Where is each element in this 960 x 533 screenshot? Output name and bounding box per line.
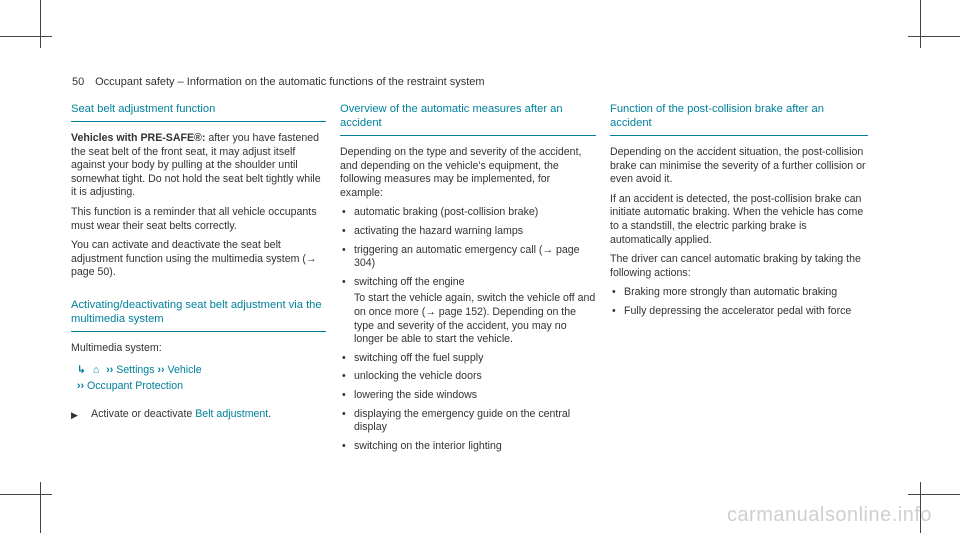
engine-note: To start the vehicle again, switch the vehicle off and on once more (→ page 152). Depending on the type and severity of the accident, you may no longer be able to start the vehicle. xyxy=(354,292,596,346)
crop-mark xyxy=(920,0,921,48)
list-item: • switching on the interior lighting xyxy=(340,440,596,454)
lead-label: Vehicles with PRE‑SAFE®: xyxy=(71,132,206,144)
list-item: • triggering an automatic emergency call (→ page 304) xyxy=(340,244,596,271)
watermark: carmanualsonline.info xyxy=(726,504,932,526)
list-item: • displaying the emergency guide on the central display xyxy=(340,408,596,435)
crop-mark xyxy=(40,0,41,48)
list-item: • unlocking the vehicle doors xyxy=(340,370,596,384)
path-vehicle: Vehicle xyxy=(167,363,202,376)
paragraph: Depending on the accident situation, the post-collision brake can minimise the severity of a further collision or even avoid it. xyxy=(610,146,866,186)
system-label: Multimedia system: xyxy=(71,341,162,354)
paragraph: The driver can cancel automatic braking by taking the following actions: xyxy=(610,253,861,279)
page-header xyxy=(72,76,485,88)
section-heading: Seat belt adjustment function xyxy=(71,102,326,122)
list-item-text: switching off the engine xyxy=(354,275,465,288)
action-marker-icon: ▶ xyxy=(71,409,78,420)
section-heading: Activating/deactivating seat belt adjustment via the multimedia system xyxy=(71,298,326,332)
path-occupant-protection: Occupant Protection xyxy=(87,379,184,392)
list-item: • Braking more strongly than automatic braking xyxy=(610,286,868,300)
home-icon: ⌂ xyxy=(92,363,100,376)
list-item: • automatic braking (post-collision brake) xyxy=(340,206,596,220)
list-item: • switching off the fuel supply xyxy=(340,352,596,366)
section-heading: Overview of the automatic measures after an accident xyxy=(340,102,596,136)
crop-mark xyxy=(908,36,960,37)
path-settings: Settings xyxy=(116,363,155,376)
action-text: Activate or deactivate xyxy=(91,407,196,420)
page-number: 50 xyxy=(72,76,85,88)
section-heading: Function of the post-collision brake after an accident xyxy=(610,102,868,136)
column-middle xyxy=(340,102,596,458)
action-text-end: . xyxy=(268,407,272,420)
column-left xyxy=(71,102,326,422)
crop-mark xyxy=(0,36,52,37)
crop-mark xyxy=(40,482,41,533)
list-item: • lowering the side windows xyxy=(340,389,596,403)
chevron-icon: ›› xyxy=(77,379,85,392)
paragraph xyxy=(71,132,326,200)
action-step xyxy=(71,408,326,423)
paragraph: If an accident is detected, the post-collision brake can initiate automatic braking. When the vehicle has come to a standstill, the electric parking brake is automatically applied. xyxy=(610,192,864,246)
measures-list xyxy=(340,206,596,453)
crop-mark xyxy=(908,494,960,495)
list-item xyxy=(340,276,596,347)
column-right xyxy=(610,102,868,324)
paragraph: You can activate and deactivate the seat belt adjustment function using the multimedia system (→ page 50). xyxy=(71,239,317,279)
list-item: • Fully depressing the accelerator pedal with force xyxy=(610,305,868,319)
running-title: Occupant safety – Information on the automatic functions of the restraint system xyxy=(95,76,485,88)
paragraph: This function is a reminder that all vehicle occupants must wear their seat belts correctly. xyxy=(71,205,317,232)
crop-mark xyxy=(0,494,52,495)
chevron-icon: ›› xyxy=(157,363,165,376)
list-item: • activating the hazard warning lamps xyxy=(340,225,596,239)
path-start-icon: ↳ xyxy=(77,363,86,376)
paragraph: Depending on the type and severity of the accident, and depending on the vehicle's equipment, the following measures may be implemented, for example: xyxy=(340,146,582,199)
menu-path xyxy=(77,362,326,394)
chevron-icon: ›› xyxy=(106,363,114,376)
actions-list xyxy=(610,286,868,318)
lead-text: after you have fastened the seat belt of the front seat, it may adjust itself against your body by pulling at the shoulder until somewhat tight. Do not hold the seat belt tightly while it is adjusting. xyxy=(71,132,321,199)
belt-adjustment-link: Belt adjustment xyxy=(195,407,269,420)
